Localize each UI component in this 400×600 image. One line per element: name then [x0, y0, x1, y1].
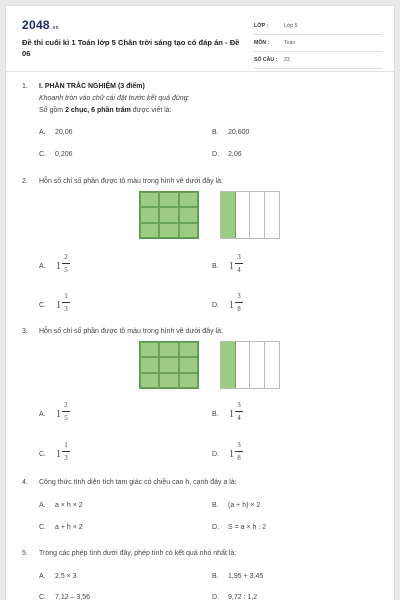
option-d[interactable]: [212, 524, 266, 531]
option-letter: C.: [39, 594, 46, 600]
mixed-whole: 1: [56, 409, 61, 420]
site-logo[interactable]: [22, 18, 59, 32]
fraction: [235, 400, 243, 423]
fraction: [62, 291, 70, 314]
logo-main: 2048: [22, 18, 50, 32]
fraction: [62, 400, 70, 423]
option-letter: A.: [39, 263, 46, 270]
mixed-whole: 1: [56, 449, 61, 460]
meta-subject: [254, 35, 382, 52]
option-letter: A.: [39, 411, 46, 418]
mixed-whole: 1: [56, 261, 61, 272]
denominator: 5: [64, 414, 68, 422]
mixed-whole: 1: [229, 409, 234, 420]
question-number: 5.: [22, 550, 28, 557]
meta-value: 23: [284, 57, 290, 63]
option-letter: D.: [212, 151, 219, 158]
option-letter: C.: [39, 302, 46, 309]
denominator: 8: [237, 305, 241, 313]
option-letter: C.: [39, 524, 46, 531]
question-number: 3.: [22, 328, 28, 335]
option-value: 20,600: [228, 129, 250, 136]
question-prompt: Hỗn số chỉ số phần được tô màu trong hình vẽ dưới đây là:: [39, 178, 223, 185]
fraction: [235, 440, 243, 463]
option-letter: B.: [212, 263, 219, 270]
option-letter: D.: [212, 524, 219, 531]
fraction: [62, 252, 70, 275]
question-number: 4.: [22, 479, 28, 486]
denominator: 4: [237, 266, 241, 274]
exam-paper: [5, 5, 395, 600]
fraction: [62, 440, 70, 463]
prompt-part: được viết là:: [130, 107, 172, 114]
option-value: 0,206: [55, 151, 73, 158]
mixed-whole: 1: [229, 261, 234, 272]
option-b[interactable]: [212, 573, 263, 580]
mixed-whole: 1: [56, 300, 61, 311]
fully-shaded-square: [139, 191, 199, 239]
meta-label: MÔN :: [254, 40, 270, 46]
exam-header: [6, 6, 394, 72]
option-value: 2,06: [228, 151, 242, 158]
denominator: 3: [64, 454, 68, 462]
prompt-part: Số gồm: [39, 107, 66, 114]
option-value: (a + h) × 2: [228, 502, 261, 509]
meta-value: Lớp 5: [284, 23, 298, 29]
numerator: 1: [64, 441, 68, 449]
option-b[interactable]: [212, 502, 260, 509]
denominator: 8: [237, 454, 241, 462]
mixed-whole: 1: [229, 449, 234, 460]
numerator: 3: [237, 292, 241, 300]
option-value: a × h × 2: [55, 502, 83, 509]
option-letter: C.: [39, 151, 46, 158]
option-letter: B.: [212, 573, 219, 580]
option-c[interactable]: [39, 594, 90, 600]
partially-shaded-square: [220, 341, 280, 389]
option-value: S = a × h : 2: [228, 524, 267, 531]
question-prompt: Hỗn số chỉ số phần được tô màu trong hình vẽ dưới đây là:: [39, 328, 223, 335]
exam-meta: [254, 18, 382, 69]
logo-suffix: .vn: [50, 25, 60, 31]
meta-label: SỐ CÂU :: [254, 57, 278, 63]
denominator: 3: [64, 305, 68, 313]
option-value: 2,5 × 3: [55, 573, 77, 580]
option-letter: B.: [212, 129, 219, 136]
option-value: 9,72 : 1,2: [228, 594, 258, 600]
numerator: 2: [64, 401, 68, 409]
mixed-whole: 1: [229, 300, 234, 311]
fully-shaded-square: [139, 341, 199, 389]
option-value: a + h × 2: [55, 524, 83, 531]
option-letter: B.: [212, 502, 219, 509]
denominator: 4: [237, 414, 241, 422]
numerator: 1: [64, 292, 68, 300]
option-letter: A.: [39, 129, 46, 136]
meta-class: [254, 18, 382, 35]
option-c[interactable]: [39, 151, 73, 158]
instruction: Khoanh tròn vào chữ cái đặt trước kết quả đúng:: [39, 95, 190, 102]
option-c[interactable]: [39, 524, 83, 531]
question-prompt: Công thức tính diện tích tam giác có chiều cao h, cạnh đáy a là:: [39, 479, 237, 486]
partially-shaded-square: [220, 191, 280, 239]
numerator: 3: [237, 253, 241, 261]
question-number: 2.: [22, 178, 28, 185]
meta-label: LỚP :: [254, 23, 269, 29]
option-b[interactable]: [212, 129, 249, 136]
option-d[interactable]: [212, 151, 242, 158]
document-title: Đề thi cuối kì 1 Toán lớp 5 Chân trời sáng tạo có đáp án - Đề 06: [22, 38, 240, 58]
question-number: 1.: [22, 83, 28, 90]
fraction: [235, 252, 243, 275]
section-heading: I. PHẦN TRẮC NGHIỆM (3 điểm): [39, 83, 145, 90]
option-letter: A.: [39, 502, 46, 509]
option-a[interactable]: [39, 573, 77, 580]
option-letter: C.: [39, 451, 46, 458]
question-prompt: Trong các phép tính dưới đây, phép tính có kết quả nhỏ nhất là:: [39, 550, 237, 557]
meta-question-count: [254, 52, 382, 69]
option-value: 1,95 + 3,45: [228, 573, 264, 580]
option-letter: D.: [212, 302, 219, 309]
option-d[interactable]: [212, 594, 257, 600]
prompt-bold: 2 chục, 6 phần trăm: [65, 107, 131, 114]
numerator: 2: [64, 253, 68, 261]
option-a[interactable]: [39, 502, 83, 509]
option-letter: D.: [212, 451, 219, 458]
numerator: 3: [237, 441, 241, 449]
option-value: 7,12 – 3,56: [55, 594, 91, 600]
option-letter: B.: [212, 411, 219, 418]
option-letter: D.: [212, 594, 219, 600]
numerator: 3: [237, 401, 241, 409]
option-a[interactable]: [39, 129, 73, 136]
fraction: [235, 291, 243, 314]
option-letter: A.: [39, 573, 46, 580]
question-prompt: [39, 107, 172, 114]
option-value: 20,06: [55, 129, 73, 136]
denominator: 5: [64, 266, 68, 274]
meta-value: Toán: [284, 40, 296, 46]
